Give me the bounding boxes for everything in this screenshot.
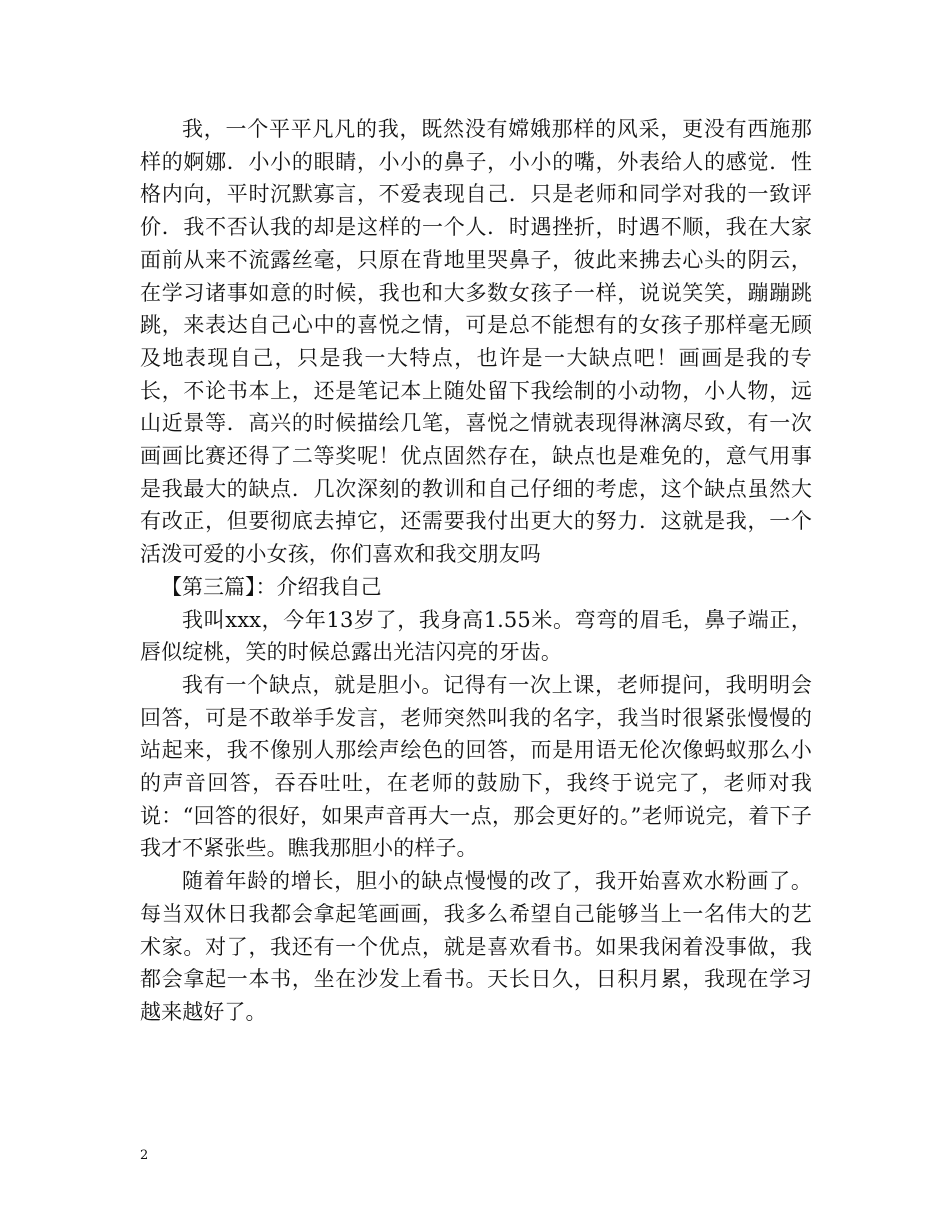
body-paragraph: 我，一个平平凡凡的我，既然没有嫦娥那样的风采，更没有西施那样的婀娜．小小的眼睛，小小的鼻子，小小的嘴，外表给人的感觉．性格内向，平时沉默寡言，不爱表现自己．只是老师和同学对我的一致评价．我不否认我的却是这样的一个人．时遇挫折，时遇不顺，我在大家面前从来不流露丝毫，只原在背地里哭鼻子，彼此来拂去心头的阴云，在学习诸事如意的时候，我也和大多数女孩子一样，说说笑笑，蹦蹦跳跳，来表达自己心中的喜悦之情，可是总不能想有的女孩子那样毫无顾及地表现自己，只是我一大特点，也许是一大缺点吧！画画是我的专长，不论书本上，还是笔记本上随处留下我绘制的小动物，小人物，远山近景等．高兴的时候描绘几笔，喜悦之情就表现得淋漓尽致，有一次画画比赛还得了二等奖呢！优点固然存在，缺点也是难免的，意气用事是我最大的缺点．几次深刻的教训和自己仔细的考虑，这个缺点虽然大有改正，但要彻底去掉它，还需要我付出更大的努力．这就是我，一个活泼可爱的小女孩，你们喜欢和我交朋友吗 bbox=[140, 117, 812, 567]
page-number: 2 bbox=[140, 1148, 149, 1163]
section-paragraph: 我有一个缺点，就是胆小。记得有一次上课，老师提问，我明明会回答，可是不敢举手发言，老师突然叫我的名字，我当时很紧张慢慢的站起来，我不像别人那绘声绘色的回答，而是用语无伦次像蚂蚁那么小的声音回答，吞吞吐吐，在老师的鼓励下，我终于说完了，老师对我说：“回答的很好，如果声音再大一点，那会更好的。”老师说完，着下子我才不紧张些。瞧我那胆小的样子。 bbox=[140, 672, 812, 861]
section-heading: 【第三篇】：介绍我自己 bbox=[161, 574, 382, 599]
document-body bbox=[140, 113, 812, 1029]
section-paragraph: 随着年龄的增长，胆小的缺点慢慢的改了，我开始喜欢水粉画了。每当双休日我都会拿起笔画画，我多么希望自己能够当上一名伟大的艺术家。对了，我还有一个优点，就是喜欢看书。如果我闲着没事做，我都会拿起一本书，坐在沙发上看书。天长日久，日积月累，我现在学习越来越好了。 bbox=[140, 869, 812, 1024]
section-paragraph: 我叫xxx，今年13岁了，我身高1.55米。弯弯的眉毛，鼻子端正，唇似绽桃，笑的时候总露出光洁闪亮的牙齿。 bbox=[140, 607, 812, 665]
